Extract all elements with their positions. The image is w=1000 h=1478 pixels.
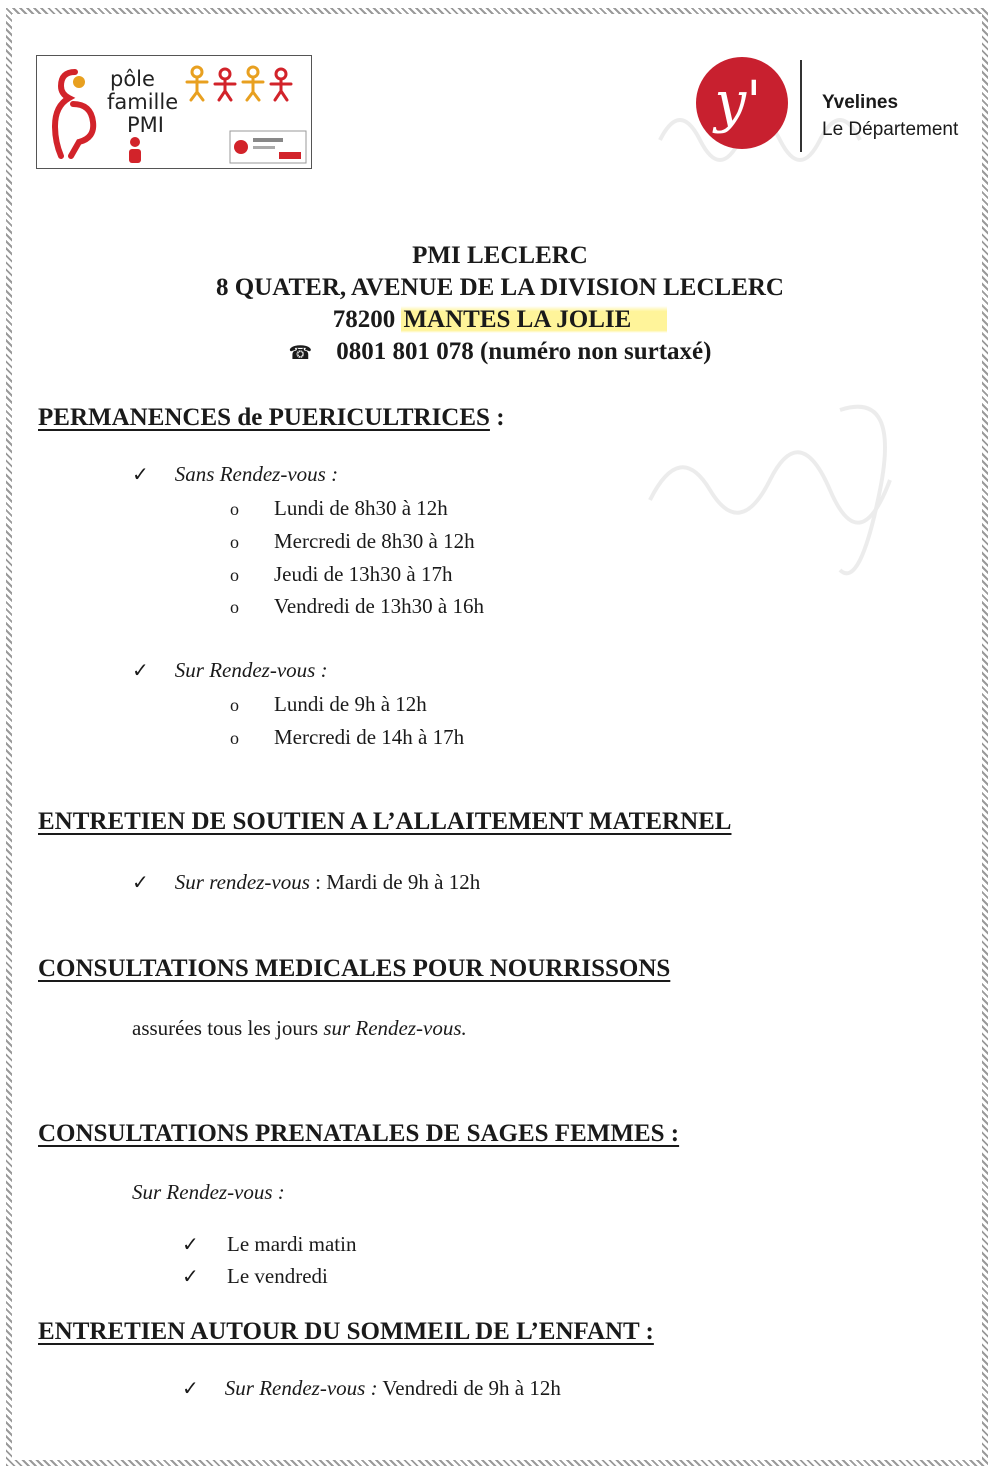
list-item xyxy=(182,1232,357,1257)
schedule-text: Mercredi de 14h à 17h xyxy=(274,725,465,749)
postcode: 78200 xyxy=(332,306,396,333)
logo-line-pmi: PMI xyxy=(127,113,164,137)
prenatales-title-text: CONSULTATIONS PRENATALES DE SAGES FEMMES : xyxy=(38,1120,680,1147)
phone-number: 0801 801 078 (numéro non surtaxé) xyxy=(336,338,712,365)
pregnant-woman-icon xyxy=(51,68,99,160)
list-item xyxy=(230,529,475,554)
yvelines-logo-icon xyxy=(694,55,790,151)
allaitement-schedule xyxy=(132,870,480,895)
permanences-title-text: PERMANENCES de PUERICULTRICES xyxy=(38,404,490,431)
with-appointment-colon: : xyxy=(315,658,328,682)
prenatales-item-text: Le mardi matin xyxy=(227,1232,357,1256)
schedule-text: Jeudi de 13h30 à 17h xyxy=(274,562,453,586)
permanences-title-colon: : xyxy=(489,404,505,431)
schedule-text: Lundi de 8h30 à 12h xyxy=(274,496,448,520)
bullet-icon: o xyxy=(230,597,239,617)
with-appointment-heading xyxy=(132,658,328,683)
nourrissons-text-line xyxy=(132,1016,467,1041)
card-thumbnail-icon xyxy=(229,130,307,164)
center-name: PMI LECLERC xyxy=(412,242,588,269)
sommeil-title-text: ENTRETIEN AUTOUR DU SOMMEIL DE L’ENFANT : xyxy=(38,1318,654,1345)
prenatales-item-text: Le vendredi xyxy=(227,1264,328,1288)
city-highlighted: MANTES LA JOLIE xyxy=(401,306,667,333)
address-header xyxy=(0,240,1000,369)
bullet-icon: o xyxy=(230,695,239,715)
section-title-prenatales xyxy=(38,1120,679,1148)
check-icon: ✓ xyxy=(132,658,149,682)
allaitement-text: : Mardi de 9h à 12h xyxy=(309,870,481,894)
nourrissons-title-text: CONSULTATIONS MEDICALES POUR NOURRISSONS xyxy=(38,955,671,982)
check-icon: ✓ xyxy=(182,1232,199,1256)
allaitement-label: Sur rendez-vous xyxy=(174,870,310,894)
list-item xyxy=(230,692,427,717)
check-icon: ✓ xyxy=(132,870,149,894)
check-icon: ✓ xyxy=(182,1376,199,1400)
yvelines-subtitle: Le Département xyxy=(822,119,959,140)
city-line xyxy=(0,304,1000,336)
street-address: 8 QUATER, AVENUE DE LA DIVISION LECLERC xyxy=(216,274,784,301)
bullet-icon: o xyxy=(230,499,239,519)
logo-wordmark xyxy=(107,68,178,137)
logo-line-pole: pôle xyxy=(110,67,155,91)
section-title-allaitement xyxy=(38,808,731,836)
allaitement-title-text: ENTRETIEN DE SOUTIEN A L’ALLAITEMENT MATERNEL xyxy=(38,808,732,835)
nourrissons-text: assurées tous les jours xyxy=(132,1016,324,1040)
bullet-icon: o xyxy=(230,532,239,552)
yvelines-divider xyxy=(800,60,802,152)
sommeil-text: Vendredi de 9h à 12h xyxy=(377,1376,561,1400)
prenatales-label: Sur Rendez-vous : xyxy=(132,1180,285,1204)
schedule-text: Lundi de 9h à 12h xyxy=(274,692,427,716)
bullet-icon: o xyxy=(230,728,239,748)
sommeil-label: Sur Rendez-vous : xyxy=(224,1376,378,1400)
bullet-icon: o xyxy=(230,565,239,585)
without-appointment-label: Sans Rendez-vous xyxy=(174,462,326,486)
list-item xyxy=(230,725,465,750)
nourrissons-label: sur Rendez-vous. xyxy=(323,1016,467,1040)
with-appointment-label: Sur Rendez-vous xyxy=(174,658,316,682)
section-title-permanences xyxy=(38,404,505,432)
logo-line-famille: famille xyxy=(107,90,179,114)
telephone-icon: ☎ xyxy=(288,342,313,364)
list-item xyxy=(230,496,448,521)
sommeil-schedule xyxy=(182,1376,561,1401)
child-figure-icon xyxy=(123,136,147,166)
yvelines-mark: y' xyxy=(714,70,762,135)
without-appointment-heading xyxy=(132,462,338,487)
schedule-text: Mercredi de 8h30 à 12h xyxy=(274,529,475,553)
list-item xyxy=(230,562,453,587)
yvelines-name: Yvelines xyxy=(822,92,899,113)
section-title-sommeil xyxy=(38,1318,654,1346)
check-icon: ✓ xyxy=(182,1264,199,1288)
list-item xyxy=(230,594,484,619)
schedule-text: Vendredi de 13h30 à 16h xyxy=(274,594,484,618)
list-item xyxy=(182,1264,328,1289)
section-title-nourrissons xyxy=(38,955,670,983)
check-icon: ✓ xyxy=(132,462,149,486)
children-figures-icon xyxy=(185,64,295,104)
phone-line xyxy=(0,336,1000,369)
pole-famille-pmi-logo xyxy=(36,55,312,169)
without-appointment-colon: : xyxy=(325,462,339,486)
